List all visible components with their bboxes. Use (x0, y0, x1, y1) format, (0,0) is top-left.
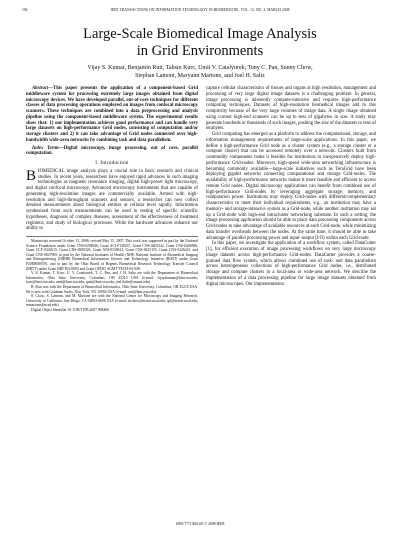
section-heading-introduction: I. Introduction (95, 161, 129, 166)
footnote-affiliation-osu: V. S. Kumar, T. Kurc, U. V. Catalyurek, T. C. Pan, and J. H. Saltz are with the Department of Biomedical Informatics, Ohio State University, Columbus, OH 43210 USA (e-mail: vijayskumar@bmi.osu.edu; kurc@bmi.osu.edu; umit@bmi.osu.edu; tpan@bmi.osu.edu; joel.Saltz@osumc.edu). (26, 271, 198, 285)
journal-header: IEEE TRANSACTIONS ON INFORMATION TECHNOLOGY IN BIOMEDICINE, VOL. 12, NO. 2, MARCH 2008 (110, 8, 290, 12)
intro-paragraph (26, 169, 198, 232)
paper-title (0, 26, 400, 60)
issn-line: 1089-7771/$25.00 © 2008 IEEE (175, 522, 225, 526)
index-terms (26, 146, 198, 158)
footnote-doi: Digital Object Identifier 10.1109/TITB.2007.908466 (31, 307, 109, 312)
abstract (26, 86, 198, 144)
abstract-label: Abstract— (32, 86, 54, 91)
index-terms-text: Digital microscopy, image processing, out of core, parallel computation. (26, 145, 198, 157)
title-line-1: Large-Scale Biomedical Image Analysis (83, 26, 317, 42)
right-column (206, 86, 376, 287)
abstract-text: This paper presents the application of a component-based Grid middleware system for processing extremely large images obtained from digital microscopy devices. We have developed parallel, out-of-core techniques for different classes of data processing operations employed on images from confocal microscopy scanners. These techniques are combined into a data preprocessing and analysis pipeline using the component-based middleware system. The experimental results show that: 1) our implementation achieves good performance and can handle very large datasets on high-performance Grid nodes, consisting of computation and/or storage clusters and 2) it can take advantage of Grid nodes connected over high-bandwidth wide-area networks by combining task and data parallelism. (26, 86, 198, 143)
body-paragraph-2: Grid computing has emerged as a platform to address the computational, storage, and information management requirements of large-scale applications. In this paper, we define a high-performance Grid node as a cluster system (e.g., a storage cluster or a compute cluster) that can be accessed remotely over a network. Clusters built from commodity components make it feasible for institutions to inexpensively deploy high-performance Grid-nodes. Moreover, high-speed wide-area networking infrastructure is becoming commonly available—large-scale initiatives such as TeraGrid have been deploying gigabit networks connecting computational and storage Grid-nodes. The availability of high-performance networks makes it more feasible and efficient to access remote Grid nodes. Digital microscopy applications can benefit from combined use of high-performance Grid-nodes by leveraging aggregate storage, memory, and computation power. Institutions may deploy Grid-nodes with different/complementary characteristics to meet their individual requirements, e.g., an institution may have a memory- and storage-intensive system as a Grid-node, while another institution may set up a Grid-node with high-end intracluster networking substrate. In such a setting, the image processing application should be able to place data processing components across Grid-nodes to take advantage of available resources at each Grid-node, while minimizing data transfer overheads between the nodes. At the same time, it should be able to take advantage of parallel processing power and input–output (I/O) within each Grid-node. (206, 132, 376, 241)
body-paragraph-1: capture cellular characteristics of tissues and organs at high resolution, management and processing of very large digital image datasets is a challenging problem. In general, image processing is inherently compute-intensive and requires high-performance computing techniques. Datasets of high-resolution biomedical images add to this complexity because of the very large volumes of image data. A single image obtained using current high-end scanners can be up to tens of gigabytes in size. A study may generate hundreds or thousands of such images, pushing the size of the datasets to tens of terabytes. (206, 86, 376, 132)
drop-cap: B (26, 167, 37, 184)
left-column (26, 86, 198, 313)
intro-text: IOMEDICAL image analysis plays a crucial role in basic research and clinical studies. In recent years, researchers have enjoyed rapid advances in such imaging technologies as magnetic resonance imaging, digital high-power light microscopy, and digital confocal microscopy. Advanced microscopy instruments that are capable of generating high-resolution images are commercially available. Armed with high-resolution and high-throughput scanners and sensors, a researcher can now collect detailed measurements about biological entities at cellular level rapidly. Information synthesized from such measurements can be used in testing of specific scientific hypotheses, diagnosis of complex diseases, assessment of the effectiveness of treatment regimens, and study of biological processes. While the hardware advances enhance our ability to (26, 168, 198, 232)
authors-line-1: Vijay S. Kumar, Benjamin Rutt, Tahsin Kurc, Umit V. Catalyurek, Tony C. Pan, Sunny Chow, (87, 65, 313, 71)
running-header (22, 8, 378, 16)
footnotes (26, 236, 198, 313)
index-terms-label: Index Terms— (32, 145, 64, 151)
title-line-2: in Grid Environments (136, 43, 264, 59)
body-paragraph-3: In this paper, we investigate the application of a workflow system, called DataCutter [1], for efficient execution of image processing workflows on very large microscopy image datasets across high-performance Grid-nodes. DataCutter provides a coarse-grained data flow system, which allows combined use of task- and data parallelism across heterogeneous collections of high-performance Grid nodes, i.e., distributed storage and compute clusters in a local-area or wide-area network. We describe the implementation of a data processing pipeline for large image datasets obtained from digital microscopes. Our implementation (206, 241, 376, 287)
page-number: 194 (22, 8, 28, 12)
author-list (50, 64, 350, 80)
authors-line-2: Stephan Lamont, Maryann Martone, and Joel H. Saltz (135, 73, 265, 79)
footnote-affiliation-ucsd: S. Chow, S. Lamont, and M. Martone are with the National Center for Microscopy and Imaging Research, University of California, San Diego, CA 92093-0608 USA (e-mail: skchow@ncmir.ucsd.edu; spl@ncmir.ucsd.edu; mmartone@ucsd.edu). (26, 294, 198, 308)
footnote-affiliation-rutt: B. Rutt was with the Department of Biomedical Informatics, Ohio State University, Columbus, OH 43210 USA. He is now with Goldman Sachs, New York, NY 10004 USA (e-mail: rutt@bmi.osu.edu). (26, 284, 198, 294)
footnote-manuscript: Manuscript received October 31, 2006; revised May 15, 2007. This work was supported in part by the National Science Foundation under Grant CNS-0203846, Grant ACI-0130437, Grant CNS-0403342, Grant CNS-0406386, Grant CCF-0342615, Grant CNS-0509326, Grant ANI-0330612, Grant CNS-0615155, Grant CNS-0426241, and Grant CNS-0647969, in part by the National Institutes of Health (NIH) National Institute of Biomedical Imaging and Bioengineering (NIBIB) Biomedical Information Science and Technology Initiative (BISTI) under Grant P20EB000591, and in part by the Ohio Board of Regents Biomedical Research Technology Transfer Council (BRTT) under Grant BRTT02-0003 and Grant ODOD AGMT-TECH-04-049. (26, 239, 198, 271)
